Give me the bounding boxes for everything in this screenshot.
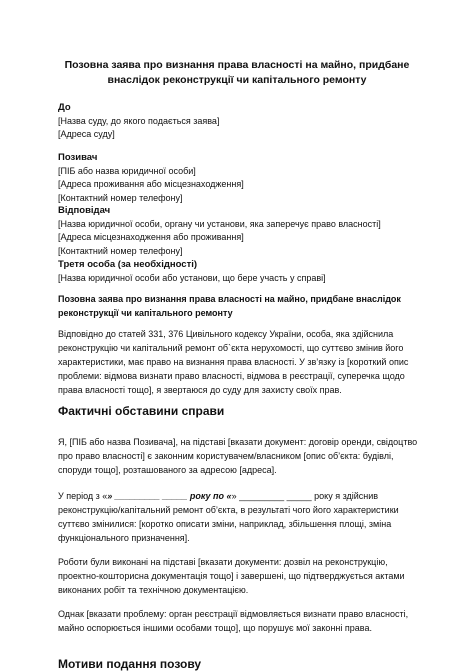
subtitle-line: реконструкції чи капітального ремонту <box>58 308 233 318</box>
paragraph-line: Відповідно до статей 331, 376 Цивільного кодексу України, особа, яка здійснила <box>58 329 394 339</box>
facts-paragraph-3 <box>58 555 430 597</box>
period-text: У період з « <box>58 491 108 501</box>
paragraph-line: характеристики, має право на визнання права власності. У зв’язку із [короткий опис <box>58 357 409 367</box>
paragraph-line: Я, [ПІБ або назва Позивача], на підставі [вказати документ: договір оренди, свідоцтво <box>58 437 418 447</box>
paragraph-line: функціонального призначення]. <box>58 533 190 543</box>
paragraph-line: проблеми: відмова визнати право власності, відмова в реєстрації, суперечка щодо <box>58 371 405 381</box>
facts-paragraph-2 <box>58 489 430 545</box>
paragraph-line: реконструкцію чи капітальний ремонт об`єкта нерухомості, що суттєво змінив його <box>58 343 404 353</box>
claim-subtitle <box>58 292 430 320</box>
defendant-name: [Назва юридичної особи, органу чи установи, яка заперечує право власності] <box>58 218 381 229</box>
third-party-label: Третя особа (за необхідності) <box>58 259 198 270</box>
paragraph-line: майно оспорюється іншими особами тощо], що порушує мої законні права. <box>58 623 372 633</box>
plaintiff-address: [Адреса проживання або місцезнаходження] <box>58 179 244 189</box>
paragraph-line: виконаних робіт та технічною документацією. <box>58 585 249 595</box>
paragraph-line: реконструкцію/капітальний ремонт об’єкта, в результаті чого його характеристики <box>58 505 399 515</box>
facts-paragraph-4 <box>58 607 430 635</box>
paragraph-line: проектно-кошторисна документація тощо] і завершені, що підтверджується актами <box>58 571 405 581</box>
third-party-name: [Назва юридичної особи або установи, що бере участь у справі] <box>58 272 326 283</box>
title-line: Позовна заява про визнання права власності на майно, придбане <box>64 59 410 71</box>
intro-paragraph <box>58 327 430 397</box>
defendant-phone: [Контактний номер телефону] <box>58 245 183 256</box>
section-heading-motives: Мотиви подання позову <box>58 657 202 671</box>
defendant-label: Відповідач <box>58 205 111 216</box>
facts-paragraph-1 <box>58 435 430 477</box>
defendant-block <box>58 204 434 258</box>
court-address: [Адреса суду] <box>58 129 115 139</box>
third-party-block <box>58 258 434 285</box>
court-name: [Назва суду, до якого подається заява] <box>58 115 220 126</box>
paragraph-line: суттєво змінилися: [коротко описати зміни, наприклад, збільшення площі, зміна <box>58 519 392 529</box>
period-text: » _________ _____ року я здійснив <box>231 491 379 501</box>
to-label: До <box>58 102 71 113</box>
paragraph-line: Однак [вказати проблему: орган реєстрації відмовляється визнати право власності, <box>58 609 409 619</box>
subtitle-line: Позовна заява про визнання права власності на майно, придбане внаслідок <box>58 294 401 304</box>
plaintiff-label: Позивач <box>58 152 98 163</box>
paragraph-line: споруди тощо], розташованого за адресою [адреса]. <box>58 465 277 475</box>
paragraph-line <box>58 489 430 503</box>
document-title <box>40 58 434 88</box>
period-start-blank: » _________ _____ року по « <box>107 491 232 501</box>
defendant-address: [Адреса місцезнаходження або проживання] <box>58 232 244 242</box>
section-heading-facts: Фактичні обставини справи <box>58 404 225 418</box>
paragraph-line: про право власності] є законним користувачем/власником [опис об’єкта: будівлі, <box>58 451 394 461</box>
plaintiff-phone: [Контактний номер телефону] <box>58 192 183 203</box>
paragraph-line: права власності тощо], я звертаюся до суду для захисту своїх прав. <box>58 385 342 395</box>
plaintiff-block <box>58 151 434 205</box>
paragraph-line: Роботи були виконані на підставі [вказати документи: дозвіл на реконструкцію, <box>58 557 388 567</box>
title-line: внаслідок реконструкції чи капітального ремонту <box>107 74 367 86</box>
plaintiff-name: [ПІБ або назва юридичної особи] <box>58 165 196 176</box>
to-block <box>58 101 434 142</box>
